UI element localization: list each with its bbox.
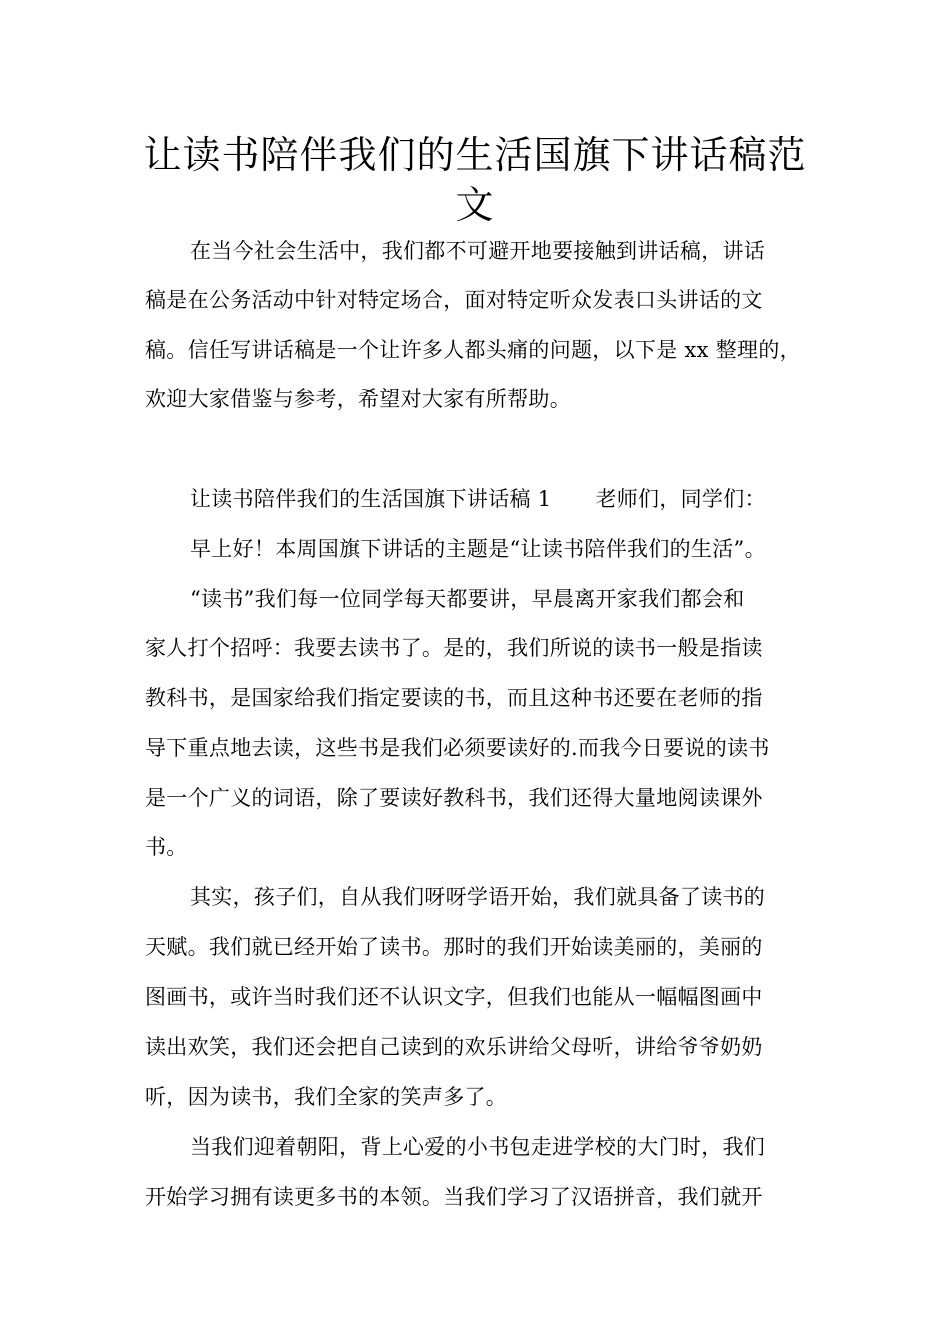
para2-line-3: 教科书，是国家给我们指定要读的书，而且这种书还要在老师的指 bbox=[145, 686, 763, 710]
para3-line-5: 听，因为读书，我们全家的笑声多了。 bbox=[145, 1085, 508, 1109]
document-title-line-2: 文 bbox=[455, 183, 495, 227]
intro-line-2: 稿是在公务活动中针对特定场合，面对特定听众发表口头讲话的文 bbox=[145, 288, 763, 312]
speech-heading: 让读书陪伴我们的生活国旗下讲话稿 1 bbox=[190, 487, 552, 511]
para3-line-4: 读出欢笑，我们还会把自己读到的欢乐讲给父母听，讲给爷爷奶奶 bbox=[145, 1035, 763, 1059]
para1-line-1: 早上好！本周国旗下讲话的主题是“让读书陪伴我们的生活”。 bbox=[190, 537, 766, 561]
para2-line-1: “读书”我们每一位同学每天都要讲，早晨离开家我们都会和 bbox=[190, 587, 745, 611]
intro-line-4: 欢迎大家借鉴与参考，希望对大家有所帮助。 bbox=[145, 387, 571, 411]
para4-line-2: 开始学习拥有读更多书的本领。当我们学习了汉语拼音，我们就开 bbox=[145, 1185, 763, 1209]
intro-line-3: 稿。信任写讲话稿是一个让许多人都头痛的问题，以下是 xx 整理的， bbox=[145, 338, 801, 362]
para2-line-6: 书。 bbox=[145, 835, 188, 859]
para3-line-1: 其实，孩子们，自从我们呀呀学语开始，我们就具备了读书的 bbox=[190, 885, 766, 909]
intro-line-1: 在当今社会生活中，我们都不可避开地要接触到讲话稿，讲话 bbox=[190, 239, 766, 263]
para3-line-2: 天赋。我们就已经开始了读书。那时的我们开始读美丽的，美丽的 bbox=[145, 935, 763, 959]
para2-line-4: 导下重点地去读，这些书是我们必须要读好的.而我今日要说的读书 bbox=[145, 736, 770, 760]
para4-line-1: 当我们迎着朝阳，背上心爱的小书包走进学校的大门时，我们 bbox=[190, 1135, 766, 1159]
para2-line-5: 是一个广义的词语，除了要读好教科书，我们还得大量地阅读课外 bbox=[145, 786, 763, 810]
para3-line-3: 图画书，或许当时我们还不认识文字，但我们也能从一幅幅图画中 bbox=[145, 985, 763, 1009]
speech-heading-row bbox=[190, 485, 766, 513]
para2-line-2: 家人打个招呼：我要去读书了。是的，我们所说的读书一般是指读 bbox=[145, 636, 763, 660]
document-title-line-1: 让读书陪伴我们的生活国旗下讲话稿范 bbox=[143, 133, 807, 177]
greeting: 老师们，同学们： bbox=[595, 487, 766, 511]
